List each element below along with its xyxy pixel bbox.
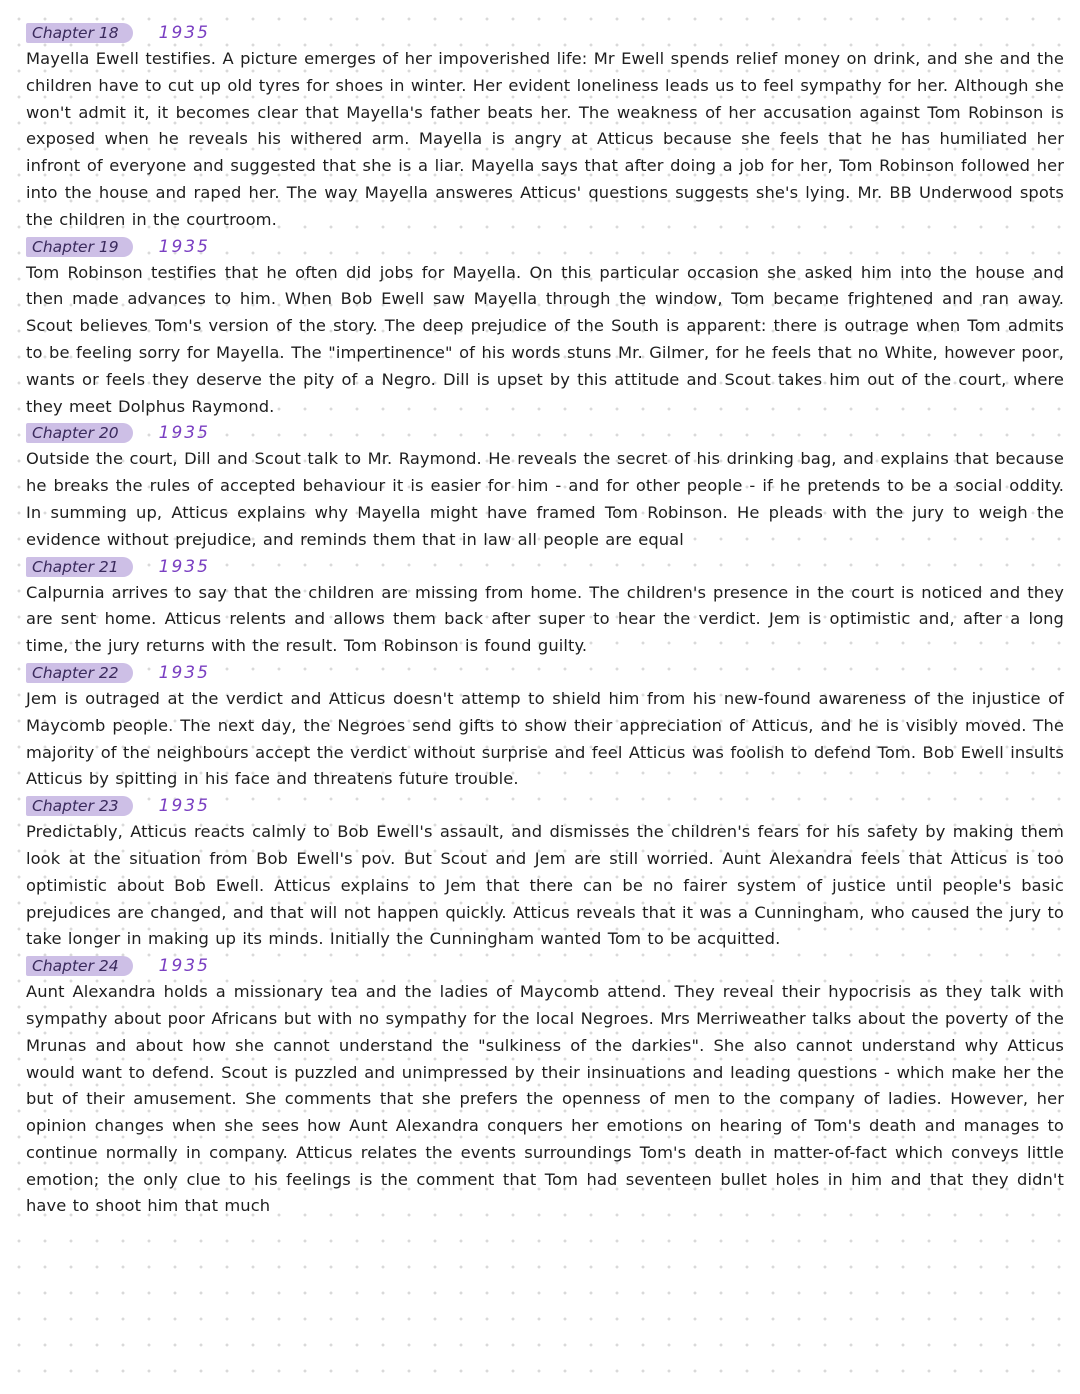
chapter-summary: Predictably, Atticus reacts calmly to Bob Ewell's assault, and dismisses the children's fears for his safety by making them look at the situation from Bob Ewell's pov. But Scout and Jem are still worried. Aunt Alexandra feels that Atticus is too optimistic about Bob Ewell. Atticus explains to Jem that there can be no fairer system of justice until people's basic prejudices are changed, and that will not happen quickly. Atticus reveals that it was a Cunningham, who caused the jury to take longer in making up its minds. Initially the Cunningham wanted Tom to be acquitted. [26, 822, 1064, 949]
chapter-summary: Aunt Alexandra holds a missionary tea and the ladies of Maycomb attend. They reveal their hypocrisis as they talk with sympathy about poor Africans but with no sympathy for the local Negroes. Mrs Merriweather talks about the poverty of the Mrunas and about how she cannot understand the "sulkiness of the darkies". She also cannot understand why Atticus would want to defend. Scout is puzzled and unimpressed by their insinuations and leading questions - which make her the but of their amusement. She comments that she prefers the openness of men to the company of ladies. However, her opinion changes when she sees how Aunt Alexandra conquers her emotions on hearing of Tom's death and manages to continue normally in company. Atticus relates the events surroundings Tom's death in matter-of-fact which conveys little emotion; the only clue to his feelings is the comment that Tom had seventeen bullet holes in him and that they didn't have to shoot him that much [26, 982, 1064, 1216]
chapter-year: 1935 [158, 23, 210, 43]
chapter-heading [26, 662, 1064, 684]
chapter-heading [26, 22, 1064, 44]
chapter-21-section [26, 556, 1064, 660]
chapter-year: 1935 [158, 956, 210, 977]
chapter-heading [26, 955, 1064, 977]
chapter-22-section [26, 662, 1064, 793]
chapter-label: Chapter 21 [26, 557, 133, 577]
chapter-23-section [26, 795, 1064, 953]
chapter-year: 1935 [158, 662, 210, 683]
chapter-heading [26, 422, 1064, 444]
chapter-19-section [26, 236, 1064, 421]
chapter-heading [26, 236, 1064, 258]
chapter-label: Chapter 20 [26, 423, 133, 443]
chapter-heading [26, 795, 1064, 817]
chapter-year: 1935 [158, 423, 210, 444]
chapter-20-section [26, 422, 1064, 553]
chapter-year: 1935 [158, 556, 210, 577]
chapter-label: Chapter 24 [26, 956, 133, 976]
chapter-24-section [26, 955, 1064, 1220]
chapter-summary: Outside the court, Dill and Scout talk to Mr. Raymond. He reveals the secret of his drinking bag, and explains that because he breaks the rules of accepted behaviour it is easier for him - and for other people - if he pretends to be a social oddity. In summing up, Atticus explains why Mayella might have framed Tom Robinson. He pleads with the jury to weigh the evidence without prejudice, and reminds them that in law all people are equal [26, 449, 1064, 549]
chapter-year: 1935 [158, 796, 210, 817]
chapter-year: 1935 [158, 236, 210, 257]
chapter-label: Chapter 22 [26, 663, 133, 683]
chapter-summary: Calpurnia arrives to say that the children are missing from home. The children's presence in the court is noticed and they are sent home. Atticus relents and allows them back after super to hear the verdict. Jem is optimistic and, after a long time, the jury returns with the result. Tom Robinson is found guilty. [26, 582, 1064, 656]
chapter-summary: Tom Robinson testifies that he often did jobs for Mayella. On this particular occasion she asked him into the house and then made advances to him. When Bob Ewell saw Mayella through the window, Tom became frightened and ran away. Scout believes Tom's version of the story. The deep prejudice of the South is apparent: there is outrage when Tom admits to be feeling sorry for Mayella. The "impertinence" of his words stuns Mr. Gilmer, for he feels that no White, however poor, wants or feels they deserve the pity of a Negro. Dill is upset by this attitude and Scout takes him out of the court, where they meet Dolphus Raymond. [26, 262, 1064, 416]
chapter-label: Chapter 23 [26, 796, 133, 816]
chapter-summary: Mayella Ewell testifies. A picture emerges of her impoverished life: Mr Ewell spends relief money on drink, and she and the children have to cut up old tyres for shoes in winter. Her evident loneliness leads us to feel sympathy for her. Although she won't admit it, it becomes clear that Mayella's father beats her. The weakness of her accusation against Tom Robinson is exposed when he reveals his withered arm. Mayella is angry at Atticus because she feels that he has humiliated her infront of everyone and suggested that she is a liar. Mayella says that after doing a job for her, Tom Robinson followed her into the house and raped her. The way Mayella answeres Atticus' questions suggests she's lying. Mr. BB Underwood spots the children in the courtroom. [26, 49, 1064, 229]
chapter-18-section [26, 22, 1064, 234]
chapter-heading [26, 556, 1064, 578]
chapter-label: Chapter 18 [26, 23, 133, 43]
chapter-label: Chapter 19 [26, 237, 133, 257]
chapter-summary: Jem is outraged at the verdict and Atticus doesn't attemp to shield him from his new-found awareness of the injustice of Maycomb people. The next day, the Negroes send gifts to show their appreciation of Atticus, and he is visibly moved. The majority of the neighbours accept the verdict without surprise and feel Atticus was foolish to defend Tom. Bob Ewell insults Atticus by spitting in his face and threatens future trouble. [26, 688, 1064, 789]
